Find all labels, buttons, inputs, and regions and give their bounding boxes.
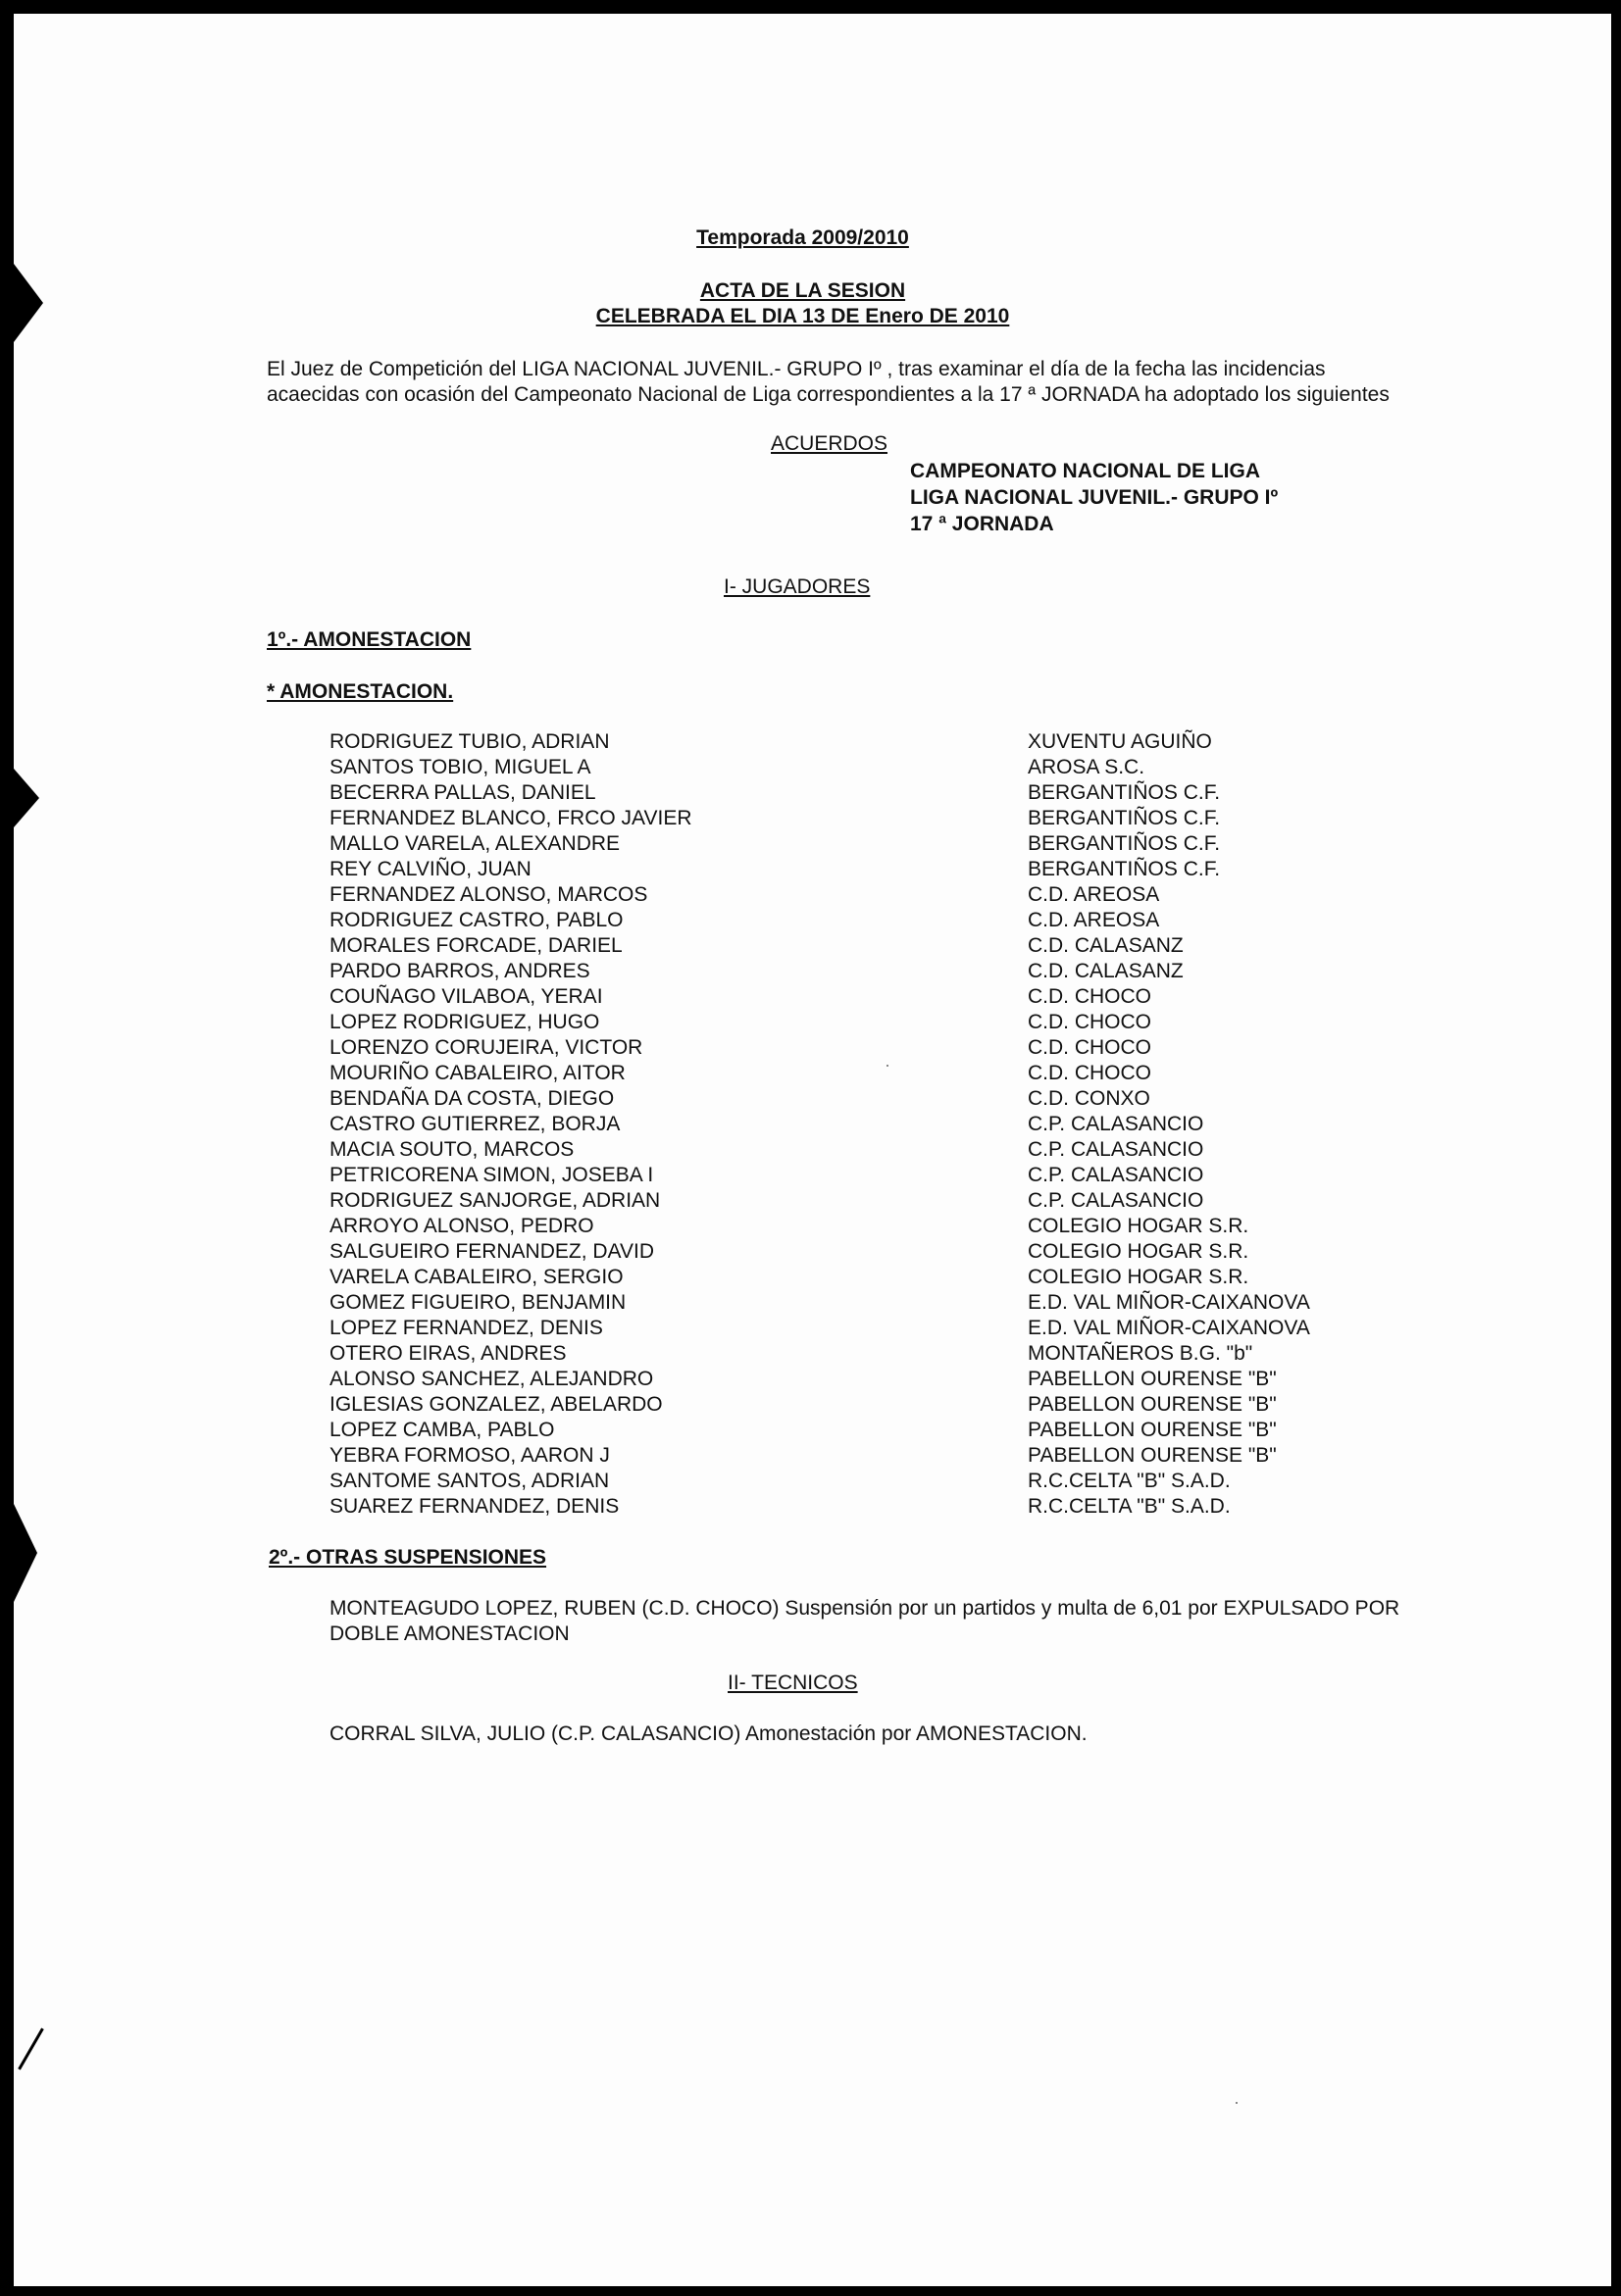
player-club: C.D. CONXO <box>1028 1087 1150 1110</box>
player-club: PABELLON OURENSE "B" <box>1028 1444 1277 1467</box>
player-row <box>329 1214 1408 1239</box>
player-name: MOURIÑO CABALEIRO, AITOR <box>329 1062 626 1084</box>
player-name: FERNANDEZ BLANCO, FRCO JAVIER <box>329 807 692 829</box>
player-row <box>329 984 1408 1010</box>
jugadores-heading: I- JUGADORES <box>724 575 871 598</box>
player-row <box>329 1367 1408 1392</box>
otras-suspensiones-text <box>329 1596 1506 1647</box>
document-page <box>14 14 1611 2286</box>
player-row <box>329 933 1408 959</box>
player-name: MALLO VARELA, ALEXANDRE <box>329 832 621 855</box>
player-club: C.D. CHOCO <box>1028 1036 1151 1059</box>
player-club: R.C.CELTA "B" S.A.D. <box>1028 1470 1231 1492</box>
player-name: YEBRA FORMOSO, AARON J <box>329 1444 610 1467</box>
suspension-line: DOBLE AMONESTACION <box>329 1622 570 1645</box>
player-row <box>329 729 1408 755</box>
player-row <box>329 1188 1408 1214</box>
player-name: SANTOME SANTOS, ADRIAN <box>329 1470 610 1492</box>
player-club: PABELLON OURENSE "B" <box>1028 1419 1277 1441</box>
player-row <box>329 1086 1408 1112</box>
player-name: RODRIGUEZ CASTRO, PABLO <box>329 909 624 931</box>
player-row <box>329 1265 1408 1290</box>
player-row <box>329 1341 1408 1367</box>
player-row <box>329 1443 1408 1469</box>
player-name: REY CALVIÑO, JUAN <box>329 858 532 880</box>
document-body <box>14 14 1611 2286</box>
player-name: OTERO EIRAS, ANDRES <box>329 1342 567 1365</box>
player-club: PABELLON OURENSE "B" <box>1028 1393 1277 1416</box>
player-name: LORENZO CORUJEIRA, VICTOR <box>329 1036 643 1059</box>
player-club: MONTAÑEROS B.G. "b" <box>1028 1342 1253 1365</box>
player-club: C.P. CALASANCIO <box>1028 1138 1204 1161</box>
player-club: COLEGIO HOGAR S.R. <box>1028 1215 1249 1237</box>
player-name: ARROYO ALONSO, PEDRO <box>329 1215 594 1237</box>
player-name: GOMEZ FIGUEIRO, BENJAMIN <box>329 1291 627 1314</box>
player-club: C.D. CHOCO <box>1028 1011 1151 1033</box>
season-title: Temporada 2009/2010 <box>696 226 909 249</box>
player-name: SALGUEIRO FERNANDEZ, DAVID <box>329 1240 654 1263</box>
player-name: SUAREZ FERNANDEZ, DENIS <box>329 1495 620 1518</box>
player-name: LOPEZ FERNANDEZ, DENIS <box>329 1317 603 1339</box>
player-name: MORALES FORCADE, DARIEL <box>329 934 623 957</box>
player-club: C.P. CALASANCIO <box>1028 1189 1204 1212</box>
player-row <box>329 908 1408 933</box>
player-club: C.P. CALASANCIO <box>1028 1113 1204 1135</box>
player-row <box>329 1035 1408 1061</box>
otras-suspensiones-heading: 2º.- OTRAS SUSPENSIONES <box>269 1546 547 1569</box>
player-club: E.D. VAL MIÑOR-CAIXANOVA <box>1028 1317 1310 1339</box>
player-name: LOPEZ RODRIGUEZ, HUGO <box>329 1011 600 1033</box>
player-name: MACIA SOUTO, MARCOS <box>329 1138 575 1161</box>
player-name: IGLESIAS GONZALEZ, ABELARDO <box>329 1393 663 1416</box>
player-name: PETRICORENA SIMON, JOSEBA I <box>329 1164 654 1186</box>
player-club: R.C.CELTA "B" S.A.D. <box>1028 1495 1231 1518</box>
player-row <box>329 1418 1408 1443</box>
player-club: C.P. CALASANCIO <box>1028 1164 1204 1186</box>
player-row <box>329 1137 1408 1163</box>
player-club: BERGANTIÑOS C.F. <box>1028 781 1221 804</box>
player-name: VARELA CABALEIRO, SERGIO <box>329 1266 624 1288</box>
player-name: CASTRO GUTIERREZ, BORJA <box>329 1113 621 1135</box>
player-club: BERGANTIÑOS C.F. <box>1028 858 1221 880</box>
scan-border <box>0 0 1621 14</box>
campeonato-block <box>910 459 1278 538</box>
player-name: PARDO BARROS, ANDRES <box>329 960 590 982</box>
liga-line: LIGA NACIONAL JUVENIL.- GRUPO Iº <box>910 486 1279 509</box>
acta-title: ACTA DE LA SESION <box>699 279 906 302</box>
player-name: RODRIGUEZ SANJORGE, ADRIAN <box>329 1189 661 1212</box>
player-row <box>329 882 1408 908</box>
intro-line: El Juez de Competición del LIGA NACIONAL JUVENIL.- GRUPO Iº , tras examinar el día de la fecha las incidencias <box>267 358 1326 380</box>
player-row <box>329 1392 1408 1418</box>
player-club: E.D. VAL MIÑOR-CAIXANOVA <box>1028 1291 1310 1314</box>
player-club: C.D. CALASANZ <box>1028 934 1184 957</box>
player-row <box>329 1010 1408 1035</box>
jornada-line: 17 ª JORNADA <box>910 513 1054 535</box>
player-club: PABELLON OURENSE "B" <box>1028 1368 1277 1390</box>
player-row <box>329 1163 1408 1188</box>
intro-paragraph <box>267 357 1493 408</box>
player-club: XUVENTU AGUIÑO <box>1028 730 1212 753</box>
player-name: SANTOS TOBIO, MIGUEL A <box>329 756 591 778</box>
player-row <box>329 806 1408 831</box>
player-name: FERNANDEZ ALONSO, MARCOS <box>329 883 648 906</box>
player-club: C.D. CHOCO <box>1028 1062 1151 1084</box>
tecnicos-heading: II- TECNICOS <box>728 1672 858 1694</box>
player-row <box>329 1316 1408 1341</box>
intro-line: acaecidas con ocasión del Campeonato Nacional de Liga correspondientes a la 17 ª JORNADA ha adoptado los siguientes <box>267 383 1390 406</box>
player-row <box>329 1494 1408 1520</box>
players-list <box>329 729 1408 1520</box>
player-club: COLEGIO HOGAR S.R. <box>1028 1266 1249 1288</box>
player-row <box>329 1061 1408 1086</box>
amonestacion-heading: 1º.- AMONESTACION <box>267 628 472 651</box>
celebrada-title: CELEBRADA EL DIA 13 DE Enero DE 2010 <box>595 305 1010 327</box>
suspension-line: MONTEAGUDO LOPEZ, RUBEN (C.D. CHOCO) Suspensión por un partidos y multa de 6,01 por EXPULSADO POR <box>329 1597 1400 1620</box>
player-row <box>329 1290 1408 1316</box>
player-club: COLEGIO HOGAR S.R. <box>1028 1240 1249 1263</box>
player-row <box>329 780 1408 806</box>
player-club: BERGANTIÑOS C.F. <box>1028 832 1221 855</box>
player-row <box>329 755 1408 780</box>
player-row <box>329 831 1408 857</box>
player-name: BENDAÑA DA COSTA, DIEGO <box>329 1087 615 1110</box>
player-row <box>329 1112 1408 1137</box>
player-club: AROSA S.C. <box>1028 756 1145 778</box>
player-name: BECERRA PALLAS, DANIEL <box>329 781 596 804</box>
player-name: ALONSO SANCHEZ, ALEJANDRO <box>329 1368 654 1390</box>
amonestacion-subheading: * AMONESTACION. <box>267 680 454 703</box>
player-row <box>329 1239 1408 1265</box>
player-name: COUÑAGO VILABOA, YERAI <box>329 985 603 1008</box>
player-club: C.D. AREOSA <box>1028 883 1160 906</box>
player-name: RODRIGUEZ TUBIO, ADRIAN <box>329 730 610 753</box>
player-club: C.D. AREOSA <box>1028 909 1160 931</box>
tecnico-entry: CORRAL SILVA, JULIO (C.P. CALASANCIO) Amonestación por AMONESTACION. <box>329 1722 1088 1745</box>
campeonato-line: CAMPEONATO NACIONAL DE LIGA <box>910 460 1261 482</box>
player-club: BERGANTIÑOS C.F. <box>1028 807 1221 829</box>
player-club: C.D. CALASANZ <box>1028 960 1184 982</box>
player-row <box>329 959 1408 984</box>
player-club: C.D. CHOCO <box>1028 985 1151 1008</box>
player-row <box>329 1469 1408 1494</box>
player-name: LOPEZ CAMBA, PABLO <box>329 1419 555 1441</box>
acuerdos-heading: ACUERDOS <box>771 432 888 455</box>
player-row <box>329 857 1408 882</box>
